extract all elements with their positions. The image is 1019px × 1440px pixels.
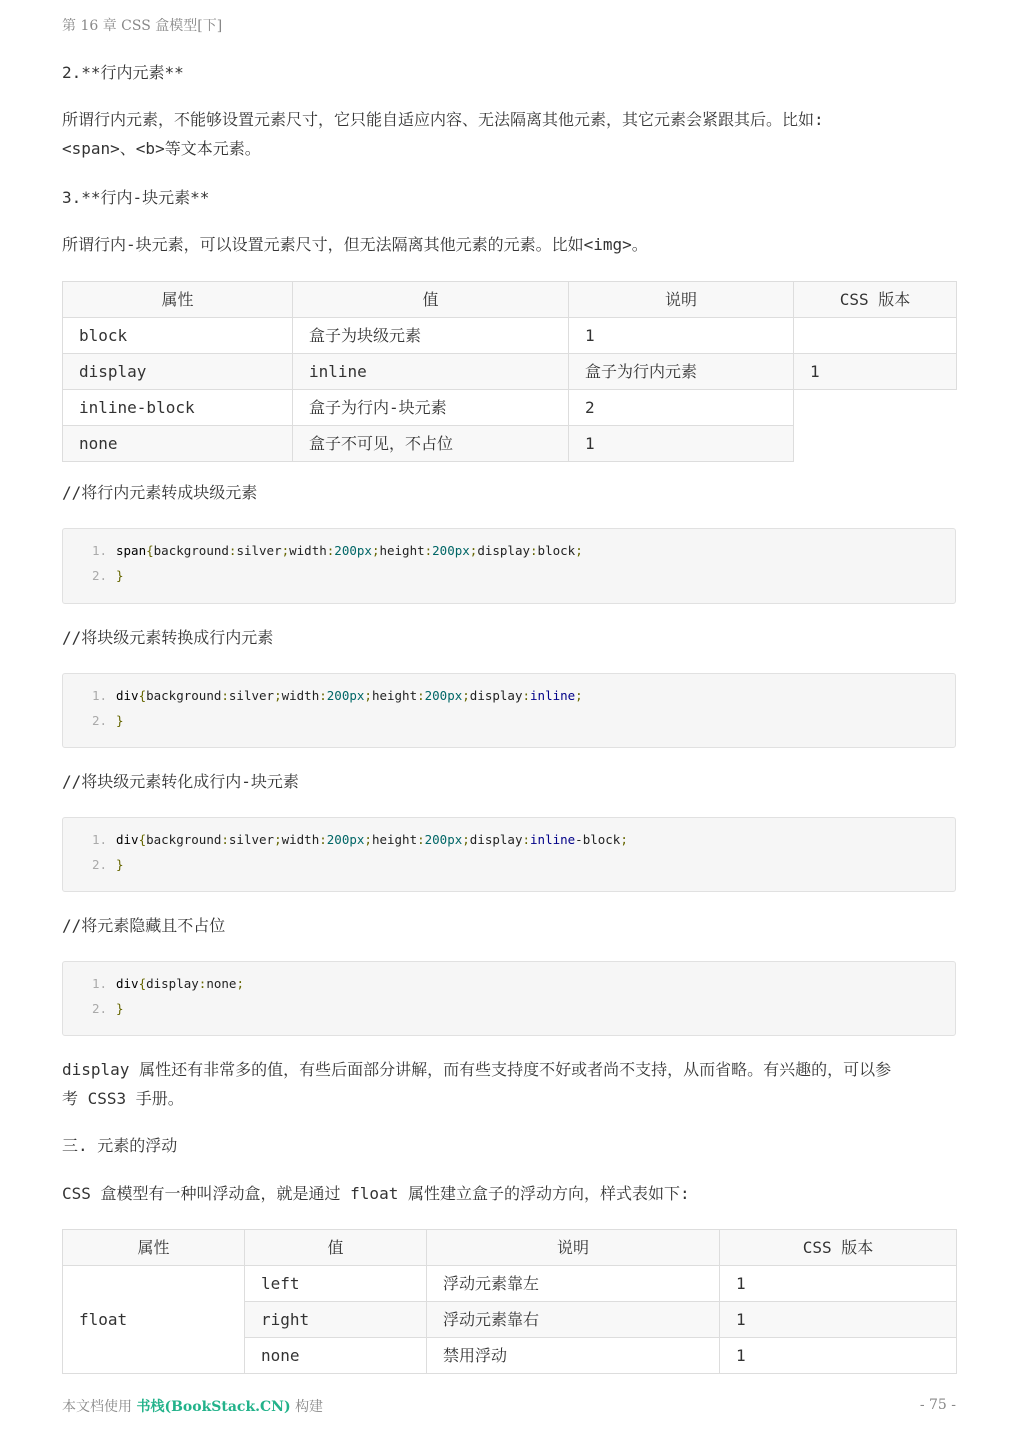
table-row <box>63 354 957 390</box>
comment-block-to-inline: //将块级元素转换成行内元素 <box>62 628 274 647</box>
code-value: silver <box>228 832 275 847</box>
code-punctuation: ; <box>462 832 470 847</box>
table-cell: 1 <box>720 1266 957 1302</box>
code-punctuation: ; <box>274 832 282 847</box>
comment-block-to-inline-block: //将块级元素转化成行内-块元素 <box>62 772 299 791</box>
code-property: width <box>281 832 320 847</box>
table-header-row <box>63 282 957 318</box>
code-property: display <box>477 543 531 558</box>
column-header: CSS 版本 <box>720 1230 957 1266</box>
table-header-row <box>63 1230 957 1266</box>
float-table-wrapper <box>62 1229 957 1374</box>
code-number: 200px <box>432 543 470 558</box>
table-row <box>63 426 957 462</box>
code-number: 200px <box>326 832 365 847</box>
code-punctuation: : <box>221 688 229 703</box>
column-header: 属性 <box>63 1230 245 1266</box>
table-cell: 浮动元素靠右 <box>427 1302 720 1338</box>
line-number: 2. <box>91 1001 107 1016</box>
code-number: 200px <box>424 688 463 703</box>
inline-elements-description <box>62 105 956 163</box>
code-property: width <box>289 543 327 558</box>
code-punctuation: : <box>319 688 327 703</box>
code-punctuation: ; <box>575 688 583 703</box>
code-block <box>62 817 956 892</box>
code-punctuation: ; <box>371 543 380 558</box>
code-number: 200px <box>424 832 463 847</box>
display-table-wrapper <box>62 281 957 462</box>
code-punctuation: : <box>319 832 327 847</box>
code-property: background <box>146 688 222 703</box>
table-cell: inline <box>293 354 569 390</box>
code-punctuation: ; <box>281 543 290 558</box>
code-property: height <box>371 688 418 703</box>
table-cell: 1 <box>720 1302 957 1338</box>
table-cell: inline-block <box>63 390 293 426</box>
table-cell: 1 <box>794 354 957 390</box>
code-punctuation: : <box>198 976 207 991</box>
code-value: silver <box>236 543 282 558</box>
code-line <box>63 998 955 1023</box>
table-cell: display <box>63 354 293 390</box>
code-value: -block <box>575 832 621 847</box>
table-cell: 1 <box>569 318 794 354</box>
code-property: background <box>146 832 222 847</box>
inline-elements-heading: 2.**行内元素** <box>62 63 184 82</box>
display-table <box>62 281 957 462</box>
code-punctuation: } <box>116 568 124 583</box>
page-footer <box>62 1396 323 1416</box>
line-number: 2. <box>91 857 107 872</box>
table-row <box>63 390 957 426</box>
code-number: 200px <box>334 543 372 558</box>
code-property: background <box>153 543 229 558</box>
float-table <box>62 1229 957 1374</box>
comment-hide-element: //将元素隐藏且不占位 <box>62 916 226 935</box>
code-punctuation: : <box>221 832 229 847</box>
code-punctuation: ; <box>236 976 244 991</box>
code-punctuation: { <box>138 688 147 703</box>
table-cell: 盒子为块级元素 <box>293 318 569 354</box>
column-header: 属性 <box>63 282 293 318</box>
line-number: 1. <box>91 832 107 847</box>
code-punctuation: } <box>116 857 124 872</box>
code-punctuation: : <box>326 543 335 558</box>
footer-brand-link[interactable]: 书栈(BookStack.CN) <box>136 1399 291 1415</box>
code-property: height <box>379 543 425 558</box>
code-punctuation: ; <box>620 832 628 847</box>
code-punctuation: ; <box>364 688 372 703</box>
code-block <box>62 961 956 1036</box>
code-number: 200px <box>326 688 365 703</box>
inline-desc-line-2: <span>、<b>等文本元素。 <box>62 139 261 158</box>
code-property: display <box>469 688 523 703</box>
code-punctuation: ; <box>469 543 478 558</box>
page-number: - 75 - <box>919 1397 956 1413</box>
code-line <box>63 565 955 590</box>
table-cell: 1 <box>720 1338 957 1374</box>
column-header: CSS 版本 <box>794 282 957 318</box>
code-punctuation: ; <box>274 688 282 703</box>
table-cell: 盒子为行内-块元素 <box>293 390 569 426</box>
page-header: 第 16 章 CSS 盒模型[下] <box>62 18 223 34</box>
code-punctuation: } <box>116 1001 124 1016</box>
code-punctuation: ; <box>575 543 583 558</box>
code-keyword: inline <box>530 832 576 847</box>
code-punctuation: { <box>138 832 147 847</box>
code-line <box>63 685 955 710</box>
table-cell: 2 <box>569 390 794 426</box>
table-cell: none <box>245 1338 427 1374</box>
code-punctuation: ; <box>462 688 470 703</box>
column-header: 值 <box>245 1230 427 1266</box>
code-selector: span <box>116 543 147 558</box>
table-cell: left <box>245 1266 427 1302</box>
comment-inline-to-block: //将行内元素转成块级元素 <box>62 483 258 502</box>
code-line <box>63 854 955 879</box>
table-cell: 盒子不可见，不占位 <box>293 426 569 462</box>
code-line <box>63 540 955 565</box>
code-punctuation: : <box>417 688 425 703</box>
code-punctuation: : <box>522 832 531 847</box>
table-cell: 浮动元素靠左 <box>427 1266 720 1302</box>
footer-prefix: 本文档使用 <box>62 1399 132 1415</box>
code-selector: div <box>116 688 139 703</box>
table-empty-cell <box>794 390 957 426</box>
column-header: 说明 <box>427 1230 720 1266</box>
code-punctuation: ; <box>364 832 372 847</box>
line-number: 2. <box>91 713 107 728</box>
code-selector: div <box>116 976 139 991</box>
display-note-line-2: 考 CSS3 手册。 <box>62 1089 184 1108</box>
code-line <box>63 710 955 735</box>
table-cell: 禁用浮动 <box>427 1338 720 1374</box>
table-row <box>63 1266 957 1302</box>
code-punctuation: : <box>417 832 425 847</box>
table-cell: 1 <box>569 426 794 462</box>
code-punctuation: { <box>146 543 154 558</box>
code-property: display <box>146 976 199 991</box>
inline-block-description: 所谓行内-块元素，可以设置元素尺寸，但无法隔离其他元素的元素。比如<img>。 <box>62 235 648 254</box>
code-punctuation: : <box>228 543 237 558</box>
line-number: 1. <box>91 543 107 558</box>
table-row <box>63 318 957 354</box>
code-punctuation: : <box>530 543 538 558</box>
code-punctuation: : <box>522 688 531 703</box>
display-note <box>62 1055 956 1113</box>
code-property: width <box>281 688 320 703</box>
table-cell <box>794 318 957 354</box>
code-punctuation: { <box>138 976 147 991</box>
code-value: none <box>206 976 237 991</box>
code-line <box>63 829 955 854</box>
code-value: silver <box>228 688 275 703</box>
column-header: 说明 <box>569 282 794 318</box>
code-line <box>63 973 955 998</box>
code-block <box>62 673 956 748</box>
code-selector: div <box>116 832 139 847</box>
line-number: 2. <box>91 568 107 583</box>
inline-block-heading: 3.**行内-块元素** <box>62 188 210 207</box>
code-value: block <box>537 543 576 558</box>
table-cell: none <box>63 426 293 462</box>
float-description: CSS 盒模型有一种叫浮动盒，就是通过 float 属性建立盒子的浮动方向，样式表如下: <box>62 1184 690 1203</box>
code-property: display <box>469 832 523 847</box>
code-property: height <box>371 832 418 847</box>
code-keyword: inline <box>530 688 576 703</box>
display-note-line-1: display 属性还有非常多的值，有些后面部分讲解，而有些支持度不好或者尚不支持，从而省略。有兴趣的，可以参 <box>62 1060 892 1079</box>
table-cell: 盒子为行内元素 <box>569 354 794 390</box>
code-block <box>62 528 956 604</box>
inline-desc-line-1: 所谓行内元素，不能够设置元素尺寸，它只能自适应内容、无法隔离其他元素，其它元素会紧跟其后。比如: <box>62 110 824 129</box>
code-punctuation: : <box>424 543 433 558</box>
float-section-heading: 三. 元素的浮动 <box>62 1136 178 1155</box>
footer-suffix: 构建 <box>295 1399 324 1415</box>
line-number: 1. <box>91 976 107 991</box>
column-header: 值 <box>293 282 569 318</box>
table-cell: float <box>63 1266 245 1374</box>
line-number: 1. <box>91 688 107 703</box>
code-punctuation: } <box>116 713 124 728</box>
table-cell: block <box>63 318 293 354</box>
table-cell: right <box>245 1302 427 1338</box>
table-empty-cell <box>794 426 957 462</box>
